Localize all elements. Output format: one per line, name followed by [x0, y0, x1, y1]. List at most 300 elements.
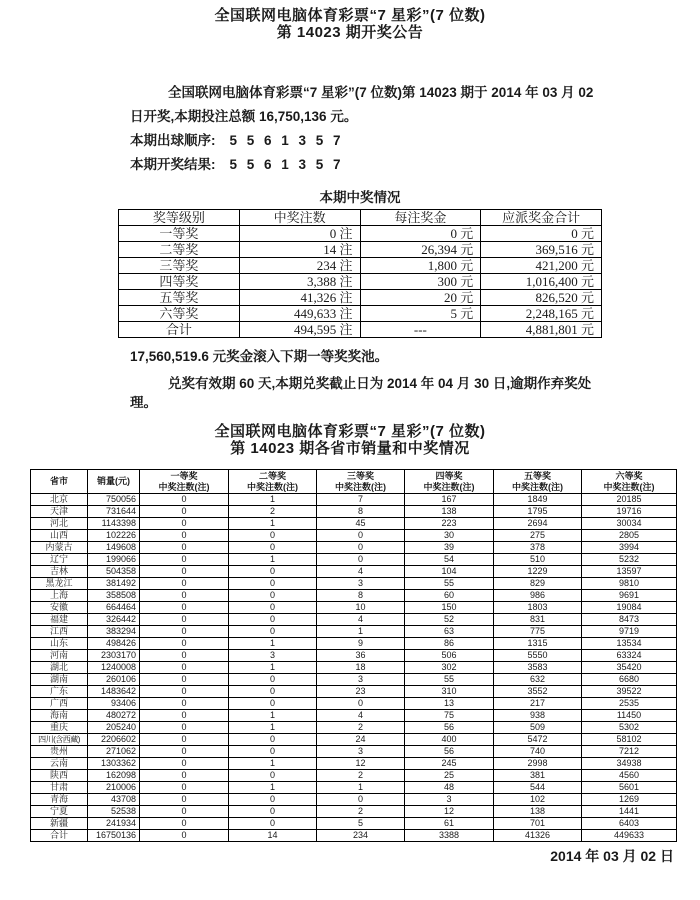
province-table-row — [31, 794, 677, 806]
province-name-cell: 安徽 — [31, 602, 88, 614]
province-prize-count-cell: 18 — [317, 662, 405, 674]
prize-table-cell: 2,248,165 元 — [481, 306, 602, 322]
province-name-cell: 北京 — [31, 494, 88, 506]
province-prize-count-cell: 4 — [317, 614, 405, 626]
province-prize-count-cell: 63 — [405, 626, 494, 638]
province-prize-count-cell: 3994 — [582, 542, 677, 554]
province-prize-count-cell: 7212 — [582, 746, 677, 758]
province-prize-count-cell: 740 — [494, 746, 582, 758]
prize-table-row — [119, 226, 602, 242]
province-table-row — [31, 566, 677, 578]
province-table-row — [31, 722, 677, 734]
province-name-cell: 吉林 — [31, 566, 88, 578]
province-prize-count-cell: 509 — [494, 722, 582, 734]
province-sales-cell: 43708 — [88, 794, 140, 806]
province-sales-cell: 731644 — [88, 506, 140, 518]
province-prize-count-cell: 0 — [140, 830, 229, 842]
province-table-row — [31, 806, 677, 818]
province-prize-count-cell: 381 — [494, 770, 582, 782]
prize-table-cell: 0 元 — [481, 226, 602, 242]
province-prize-count-cell: 25 — [405, 770, 494, 782]
province-table-header-sublabel: 中奖注数(注) — [158, 481, 210, 492]
province-prize-count-cell: 0 — [229, 794, 317, 806]
province-prize-count-cell: 2805 — [582, 530, 677, 542]
draw-order-label: 本期出球顺序: — [130, 133, 216, 148]
province-prize-count-cell: 39522 — [582, 686, 677, 698]
province-prize-count-cell: 0 — [140, 566, 229, 578]
intro-line1: 全国联网电脑体育彩票“7 星彩”(7 位数)第 14023 期于 2014 年 03 月 02 — [168, 85, 594, 100]
province-prize-count-cell: 449633 — [582, 830, 677, 842]
province-name-cell: 青海 — [31, 794, 88, 806]
province-prize-count-cell: 0 — [140, 722, 229, 734]
province-prize-count-cell: 0 — [229, 770, 317, 782]
province-prize-count-cell: 14 — [229, 830, 317, 842]
province-name-cell: 湖北 — [31, 662, 88, 674]
province-table-header-label: 五等奖 — [523, 470, 551, 481]
section2-title-line1: 全国联网电脑体育彩票“7 星彩”(7 位数) — [214, 423, 486, 440]
province-sales-cell: 241934 — [88, 818, 140, 830]
province-prize-count-cell: 2 — [317, 770, 405, 782]
province-prize-count-cell: 41326 — [494, 830, 582, 842]
province-sales-cell: 1303362 — [88, 758, 140, 770]
draw-result-line — [130, 153, 700, 177]
province-prize-count-cell: 217 — [494, 698, 582, 710]
province-prize-count-cell: 1269 — [582, 794, 677, 806]
province-prize-count-cell: 150 — [405, 602, 494, 614]
province-prize-count-cell: 167 — [405, 494, 494, 506]
province-prize-count-cell: 55 — [405, 674, 494, 686]
province-sales-cell: 1483642 — [88, 686, 140, 698]
province-prize-count-cell: 0 — [229, 614, 317, 626]
province-prize-count-cell: 138 — [405, 506, 494, 518]
prize-table-cell: 826,520 元 — [481, 290, 602, 306]
section2-title — [0, 423, 700, 457]
province-table-row — [31, 698, 677, 710]
province-table-header-label: 六等奖 — [615, 470, 643, 481]
province-prize-count-cell: 0 — [317, 530, 405, 542]
province-sales-cell: 358508 — [88, 590, 140, 602]
province-name-cell: 内蒙古 — [31, 542, 88, 554]
province-table-header-sublabel: 中奖注数(注) — [247, 481, 298, 492]
province-name-cell: 河北 — [31, 518, 88, 530]
province-table-header — [31, 470, 677, 494]
province-prize-count-cell: 3583 — [494, 662, 582, 674]
province-prize-count-cell: 6403 — [582, 818, 677, 830]
prize-table-cell: 494,595 注 — [239, 322, 360, 338]
province-name-cell: 辽宁 — [31, 554, 88, 566]
province-prize-count-cell: 0 — [140, 614, 229, 626]
province-name-cell: 河南 — [31, 650, 88, 662]
province-sales-cell: 162098 — [88, 770, 140, 782]
province-name-cell: 陕西 — [31, 770, 88, 782]
province-prize-count-cell: 0 — [140, 518, 229, 530]
province-table-header-label: 销量(元) — [97, 476, 130, 486]
prize-table-cell: 0 元 — [360, 226, 481, 242]
province-sales-table — [30, 469, 677, 842]
prize-table-cell: 14 注 — [239, 242, 360, 258]
province-prize-count-cell: 986 — [494, 590, 582, 602]
province-sales-cell: 2303170 — [88, 650, 140, 662]
province-name-cell: 海南 — [31, 710, 88, 722]
province-prize-count-cell: 13534 — [582, 638, 677, 650]
province-prize-count-cell: 1 — [229, 662, 317, 674]
province-table-row — [31, 602, 677, 614]
province-prize-count-cell: 0 — [229, 686, 317, 698]
province-prize-count-cell: 104 — [405, 566, 494, 578]
province-prize-count-cell: 1 — [229, 518, 317, 530]
province-sales-cell: 504358 — [88, 566, 140, 578]
prize-table-row — [119, 322, 602, 338]
province-table-row — [31, 734, 677, 746]
province-prize-count-cell: 0 — [140, 602, 229, 614]
province-prize-count-cell: 5302 — [582, 722, 677, 734]
prize-table-cell: 五等奖 — [119, 290, 240, 306]
province-sales-cell: 1240008 — [88, 662, 140, 674]
prize-table-header — [119, 210, 602, 226]
prize-table-cell: 449,633 注 — [239, 306, 360, 322]
province-prize-count-cell: 8 — [317, 506, 405, 518]
province-table-header-label: 省市 — [49, 476, 68, 486]
province-prize-count-cell: 12 — [405, 806, 494, 818]
province-table-row — [31, 530, 677, 542]
province-prize-count-cell: 0 — [140, 806, 229, 818]
province-prize-count-cell: 0 — [229, 542, 317, 554]
province-table-row — [31, 686, 677, 698]
province-table-header-cell — [317, 470, 405, 494]
province-prize-count-cell: 1 — [229, 758, 317, 770]
province-prize-count-cell: 400 — [405, 734, 494, 746]
province-prize-count-cell: 4560 — [582, 770, 677, 782]
province-prize-count-cell: 61 — [405, 818, 494, 830]
province-table-header-cell — [229, 470, 317, 494]
province-prize-count-cell: 0 — [229, 674, 317, 686]
province-prize-count-cell: 938 — [494, 710, 582, 722]
province-name-cell: 湖南 — [31, 674, 88, 686]
section2-title-line2: 第 14023 期各省市销量和中奖情况 — [230, 440, 470, 457]
province-prize-count-cell: 36 — [317, 650, 405, 662]
province-prize-count-cell: 3552 — [494, 686, 582, 698]
province-table-row — [31, 554, 677, 566]
province-sales-cell: 383294 — [88, 626, 140, 638]
province-table-row — [31, 614, 677, 626]
province-prize-count-cell: 1795 — [494, 506, 582, 518]
province-prize-count-cell: 12 — [317, 758, 405, 770]
province-prize-count-cell: 0 — [140, 818, 229, 830]
province-name-cell: 重庆 — [31, 722, 88, 734]
province-name-cell: 合计 — [31, 830, 88, 842]
province-name-cell: 黑龙江 — [31, 578, 88, 590]
prize-table-cell: 六等奖 — [119, 306, 240, 322]
province-sales-cell: 93406 — [88, 698, 140, 710]
province-name-cell: 天津 — [31, 506, 88, 518]
province-prize-count-cell: 5550 — [494, 650, 582, 662]
province-prize-count-cell: 2 — [229, 506, 317, 518]
province-table-header-label: 一等奖 — [170, 470, 198, 481]
province-prize-count-cell: 30034 — [582, 518, 677, 530]
province-sales-cell: 1143398 — [88, 518, 140, 530]
province-prize-count-cell: 510 — [494, 554, 582, 566]
province-prize-count-cell: 60 — [405, 590, 494, 602]
province-prize-count-cell: 0 — [140, 686, 229, 698]
province-prize-count-cell: 0 — [140, 758, 229, 770]
province-prize-count-cell: 0 — [229, 806, 317, 818]
document-date: 2014 年 03 月 02 日 — [550, 848, 674, 864]
province-prize-count-cell: 1 — [229, 638, 317, 650]
province-sales-cell: 52538 — [88, 806, 140, 818]
province-prize-count-cell: 0 — [140, 710, 229, 722]
prize-table-header-cell: 每注奖金 — [360, 210, 481, 226]
province-prize-count-cell: 0 — [140, 590, 229, 602]
province-prize-count-cell: 223 — [405, 518, 494, 530]
document-title-line1: 全国联网电脑体育彩票“7 星彩”(7 位数) — [214, 7, 486, 24]
province-sales-cell: 210006 — [88, 782, 140, 794]
prize-table-cell: 369,516 元 — [481, 242, 602, 258]
province-prize-count-cell: 9691 — [582, 590, 677, 602]
province-prize-count-cell: 13597 — [582, 566, 677, 578]
province-prize-count-cell: 0 — [229, 578, 317, 590]
province-prize-count-cell: 9719 — [582, 626, 677, 638]
draw-result-label: 本期开奖结果: — [130, 157, 216, 172]
province-prize-count-cell: 0 — [229, 818, 317, 830]
province-sales-cell: 16750136 — [88, 830, 140, 842]
province-prize-count-cell: 1 — [229, 722, 317, 734]
province-sales-cell: 260106 — [88, 674, 140, 686]
province-prize-count-cell: 245 — [405, 758, 494, 770]
province-table-row — [31, 818, 677, 830]
province-prize-count-cell: 0 — [140, 578, 229, 590]
province-prize-count-cell: 632 — [494, 674, 582, 686]
draw-order-value: 5 5 6 1 3 5 7 — [229, 133, 344, 148]
province-name-cell: 四川(含西藏) — [31, 734, 88, 746]
province-table-header-label: 三等奖 — [346, 470, 374, 481]
province-sales-cell: 271062 — [88, 746, 140, 758]
province-prize-count-cell: 0 — [140, 650, 229, 662]
province-prize-count-cell: 1441 — [582, 806, 677, 818]
province-prize-count-cell: 54 — [405, 554, 494, 566]
province-prize-count-cell: 1 — [229, 494, 317, 506]
province-prize-count-cell: 86 — [405, 638, 494, 650]
province-prize-count-cell: 0 — [140, 626, 229, 638]
province-prize-count-cell: 310 — [405, 686, 494, 698]
document-title — [0, 0, 700, 41]
province-table-header-sublabel: 中奖注数(注) — [423, 481, 475, 492]
province-prize-count-cell: 0 — [140, 494, 229, 506]
province-table-header-cell — [140, 470, 229, 494]
province-prize-count-cell: 378 — [494, 542, 582, 554]
province-prize-count-cell: 4 — [317, 710, 405, 722]
prize-table-row — [119, 290, 602, 306]
province-prize-count-cell: 0 — [229, 566, 317, 578]
province-prize-count-cell: 63324 — [582, 650, 677, 662]
prize-table-cell: --- — [360, 322, 481, 338]
province-prize-count-cell: 3 — [317, 578, 405, 590]
prize-table-cell: 合计 — [119, 322, 240, 338]
province-table-row — [31, 770, 677, 782]
prize-table-cell: 1,016,400 元 — [481, 274, 602, 290]
province-prize-count-cell: 0 — [140, 638, 229, 650]
province-table-body — [31, 494, 677, 842]
prize-table-cell: 二等奖 — [119, 242, 240, 258]
province-prize-count-cell: 0 — [140, 674, 229, 686]
prize-table-cell: 234 注 — [239, 258, 360, 274]
province-prize-count-cell: 1315 — [494, 638, 582, 650]
redeem-line2: 理。 — [130, 395, 157, 410]
province-table-row — [31, 578, 677, 590]
province-prize-count-cell: 0 — [317, 794, 405, 806]
province-prize-count-cell: 0 — [317, 542, 405, 554]
prize-table-cell: 三等奖 — [119, 258, 240, 274]
province-prize-count-cell: 0 — [140, 794, 229, 806]
province-prize-count-cell: 2535 — [582, 698, 677, 710]
province-prize-count-cell: 56 — [405, 746, 494, 758]
province-prize-count-cell: 3 — [229, 650, 317, 662]
province-prize-count-cell: 2694 — [494, 518, 582, 530]
province-prize-count-cell: 234 — [317, 830, 405, 842]
province-table-header-cell — [405, 470, 494, 494]
province-prize-count-cell: 0 — [229, 590, 317, 602]
province-table-row — [31, 782, 677, 794]
province-prize-count-cell: 9810 — [582, 578, 677, 590]
province-prize-count-cell: 35420 — [582, 662, 677, 674]
province-prize-count-cell: 0 — [317, 554, 405, 566]
province-prize-count-cell: 5232 — [582, 554, 677, 566]
province-table-row — [31, 506, 677, 518]
province-prize-count-cell: 0 — [140, 734, 229, 746]
province-sales-cell: 664464 — [88, 602, 140, 614]
province-prize-count-cell: 0 — [140, 506, 229, 518]
province-prize-count-cell: 0 — [140, 782, 229, 794]
province-table-header-sublabel: 中奖注数(注) — [335, 481, 386, 492]
province-prize-count-cell: 0 — [140, 770, 229, 782]
province-prize-count-cell: 1 — [229, 554, 317, 566]
province-name-cell: 广西 — [31, 698, 88, 710]
province-name-cell: 江西 — [31, 626, 88, 638]
prize-table-row — [119, 306, 602, 322]
province-prize-count-cell: 10 — [317, 602, 405, 614]
province-table-row — [31, 494, 677, 506]
province-sales-cell: 205240 — [88, 722, 140, 734]
prize-table-row — [119, 242, 602, 258]
province-prize-count-cell: 8473 — [582, 614, 677, 626]
province-prize-count-cell: 275 — [494, 530, 582, 542]
province-prize-count-cell: 13 — [405, 698, 494, 710]
province-prize-count-cell: 4 — [317, 566, 405, 578]
prize-table-cell: 1,800 元 — [360, 258, 481, 274]
province-prize-count-cell: 75 — [405, 710, 494, 722]
redeem-line1: 兑奖有效期 60 天,本期兑奖截止日为 2014 年 04 月 30 日,逾期作弃奖处 — [168, 376, 592, 391]
province-prize-count-cell: 0 — [140, 530, 229, 542]
province-prize-count-cell: 701 — [494, 818, 582, 830]
province-table-row — [31, 650, 677, 662]
prize-table-header-cell: 应派奖金合计 — [481, 210, 602, 226]
province-prize-count-cell: 56 — [405, 722, 494, 734]
province-prize-count-cell: 1 — [317, 782, 405, 794]
province-prize-count-cell: 831 — [494, 614, 582, 626]
prize-table-header-cell: 中奖注数 — [239, 210, 360, 226]
province-sales-cell: 750056 — [88, 494, 140, 506]
province-prize-count-cell: 3 — [317, 674, 405, 686]
prize-table-cell: 26,394 元 — [360, 242, 481, 258]
prize-table-body — [119, 226, 602, 338]
province-prize-count-cell: 34938 — [582, 758, 677, 770]
province-table-row — [31, 830, 677, 842]
rollover-text: 17,560,519.6 元奖金滚入下期一等奖奖池。 — [130, 349, 389, 364]
province-table-row — [31, 638, 677, 650]
province-prize-count-cell: 0 — [229, 602, 317, 614]
province-prize-count-cell: 3388 — [405, 830, 494, 842]
prize-table-row — [119, 274, 602, 290]
province-sales-cell: 149608 — [88, 542, 140, 554]
province-prize-count-cell: 2 — [317, 722, 405, 734]
province-prize-count-cell: 55 — [405, 578, 494, 590]
province-table-header-cell — [88, 470, 140, 494]
province-prize-count-cell: 5601 — [582, 782, 677, 794]
province-table-row — [31, 590, 677, 602]
province-prize-count-cell: 7 — [317, 494, 405, 506]
redeem-paragraph — [130, 374, 640, 412]
province-table-header-cell — [31, 470, 88, 494]
prize-table-cell: 421,200 元 — [481, 258, 602, 274]
province-name-cell: 广东 — [31, 686, 88, 698]
prize-table-cell: 5 元 — [360, 306, 481, 322]
province-table-header-sublabel: 中奖注数(注) — [512, 481, 563, 492]
province-name-cell: 山东 — [31, 638, 88, 650]
province-table-row — [31, 542, 677, 554]
province-prize-count-cell: 5472 — [494, 734, 582, 746]
province-prize-count-cell: 0 — [140, 542, 229, 554]
province-table-header-row — [31, 470, 677, 494]
province-prize-count-cell: 0 — [229, 698, 317, 710]
province-prize-count-cell: 544 — [494, 782, 582, 794]
province-prize-count-cell: 20185 — [582, 494, 677, 506]
province-prize-count-cell: 0 — [140, 698, 229, 710]
province-sales-cell: 498426 — [88, 638, 140, 650]
province-prize-count-cell: 0 — [229, 626, 317, 638]
province-prize-count-cell: 52 — [405, 614, 494, 626]
province-table-row — [31, 710, 677, 722]
province-prize-count-cell: 1849 — [494, 494, 582, 506]
province-table-header-cell — [582, 470, 677, 494]
prize-table-header-row — [119, 210, 602, 226]
province-prize-count-cell: 8 — [317, 590, 405, 602]
prize-table-title: 本期中奖情况 — [319, 190, 401, 205]
province-prize-count-cell: 102 — [494, 794, 582, 806]
document-title-line2: 第 14023 期开奖公告 — [276, 24, 424, 41]
prize-table-cell: 0 注 — [239, 226, 360, 242]
province-table-row — [31, 662, 677, 674]
intro-paragraph — [130, 81, 640, 129]
province-name-cell: 上海 — [31, 590, 88, 602]
province-prize-count-cell: 23 — [317, 686, 405, 698]
prize-table-cell: 四等奖 — [119, 274, 240, 290]
province-prize-count-cell: 2998 — [494, 758, 582, 770]
province-prize-count-cell: 775 — [494, 626, 582, 638]
province-prize-count-cell: 1229 — [494, 566, 582, 578]
province-table-header-label: 四等奖 — [435, 470, 463, 481]
draw-order-line — [130, 129, 700, 153]
province-name-cell: 甘肃 — [31, 782, 88, 794]
province-prize-count-cell: 0 — [140, 662, 229, 674]
province-prize-count-cell: 0 — [229, 530, 317, 542]
draw-result-value: 5 5 6 1 3 5 7 — [229, 157, 344, 172]
province-prize-count-cell: 0 — [229, 734, 317, 746]
province-table-header-cell — [494, 470, 582, 494]
province-name-cell: 福建 — [31, 614, 88, 626]
province-prize-count-cell: 48 — [405, 782, 494, 794]
province-name-cell: 新疆 — [31, 818, 88, 830]
province-table-row — [31, 518, 677, 530]
prize-table-cell: 20 元 — [360, 290, 481, 306]
